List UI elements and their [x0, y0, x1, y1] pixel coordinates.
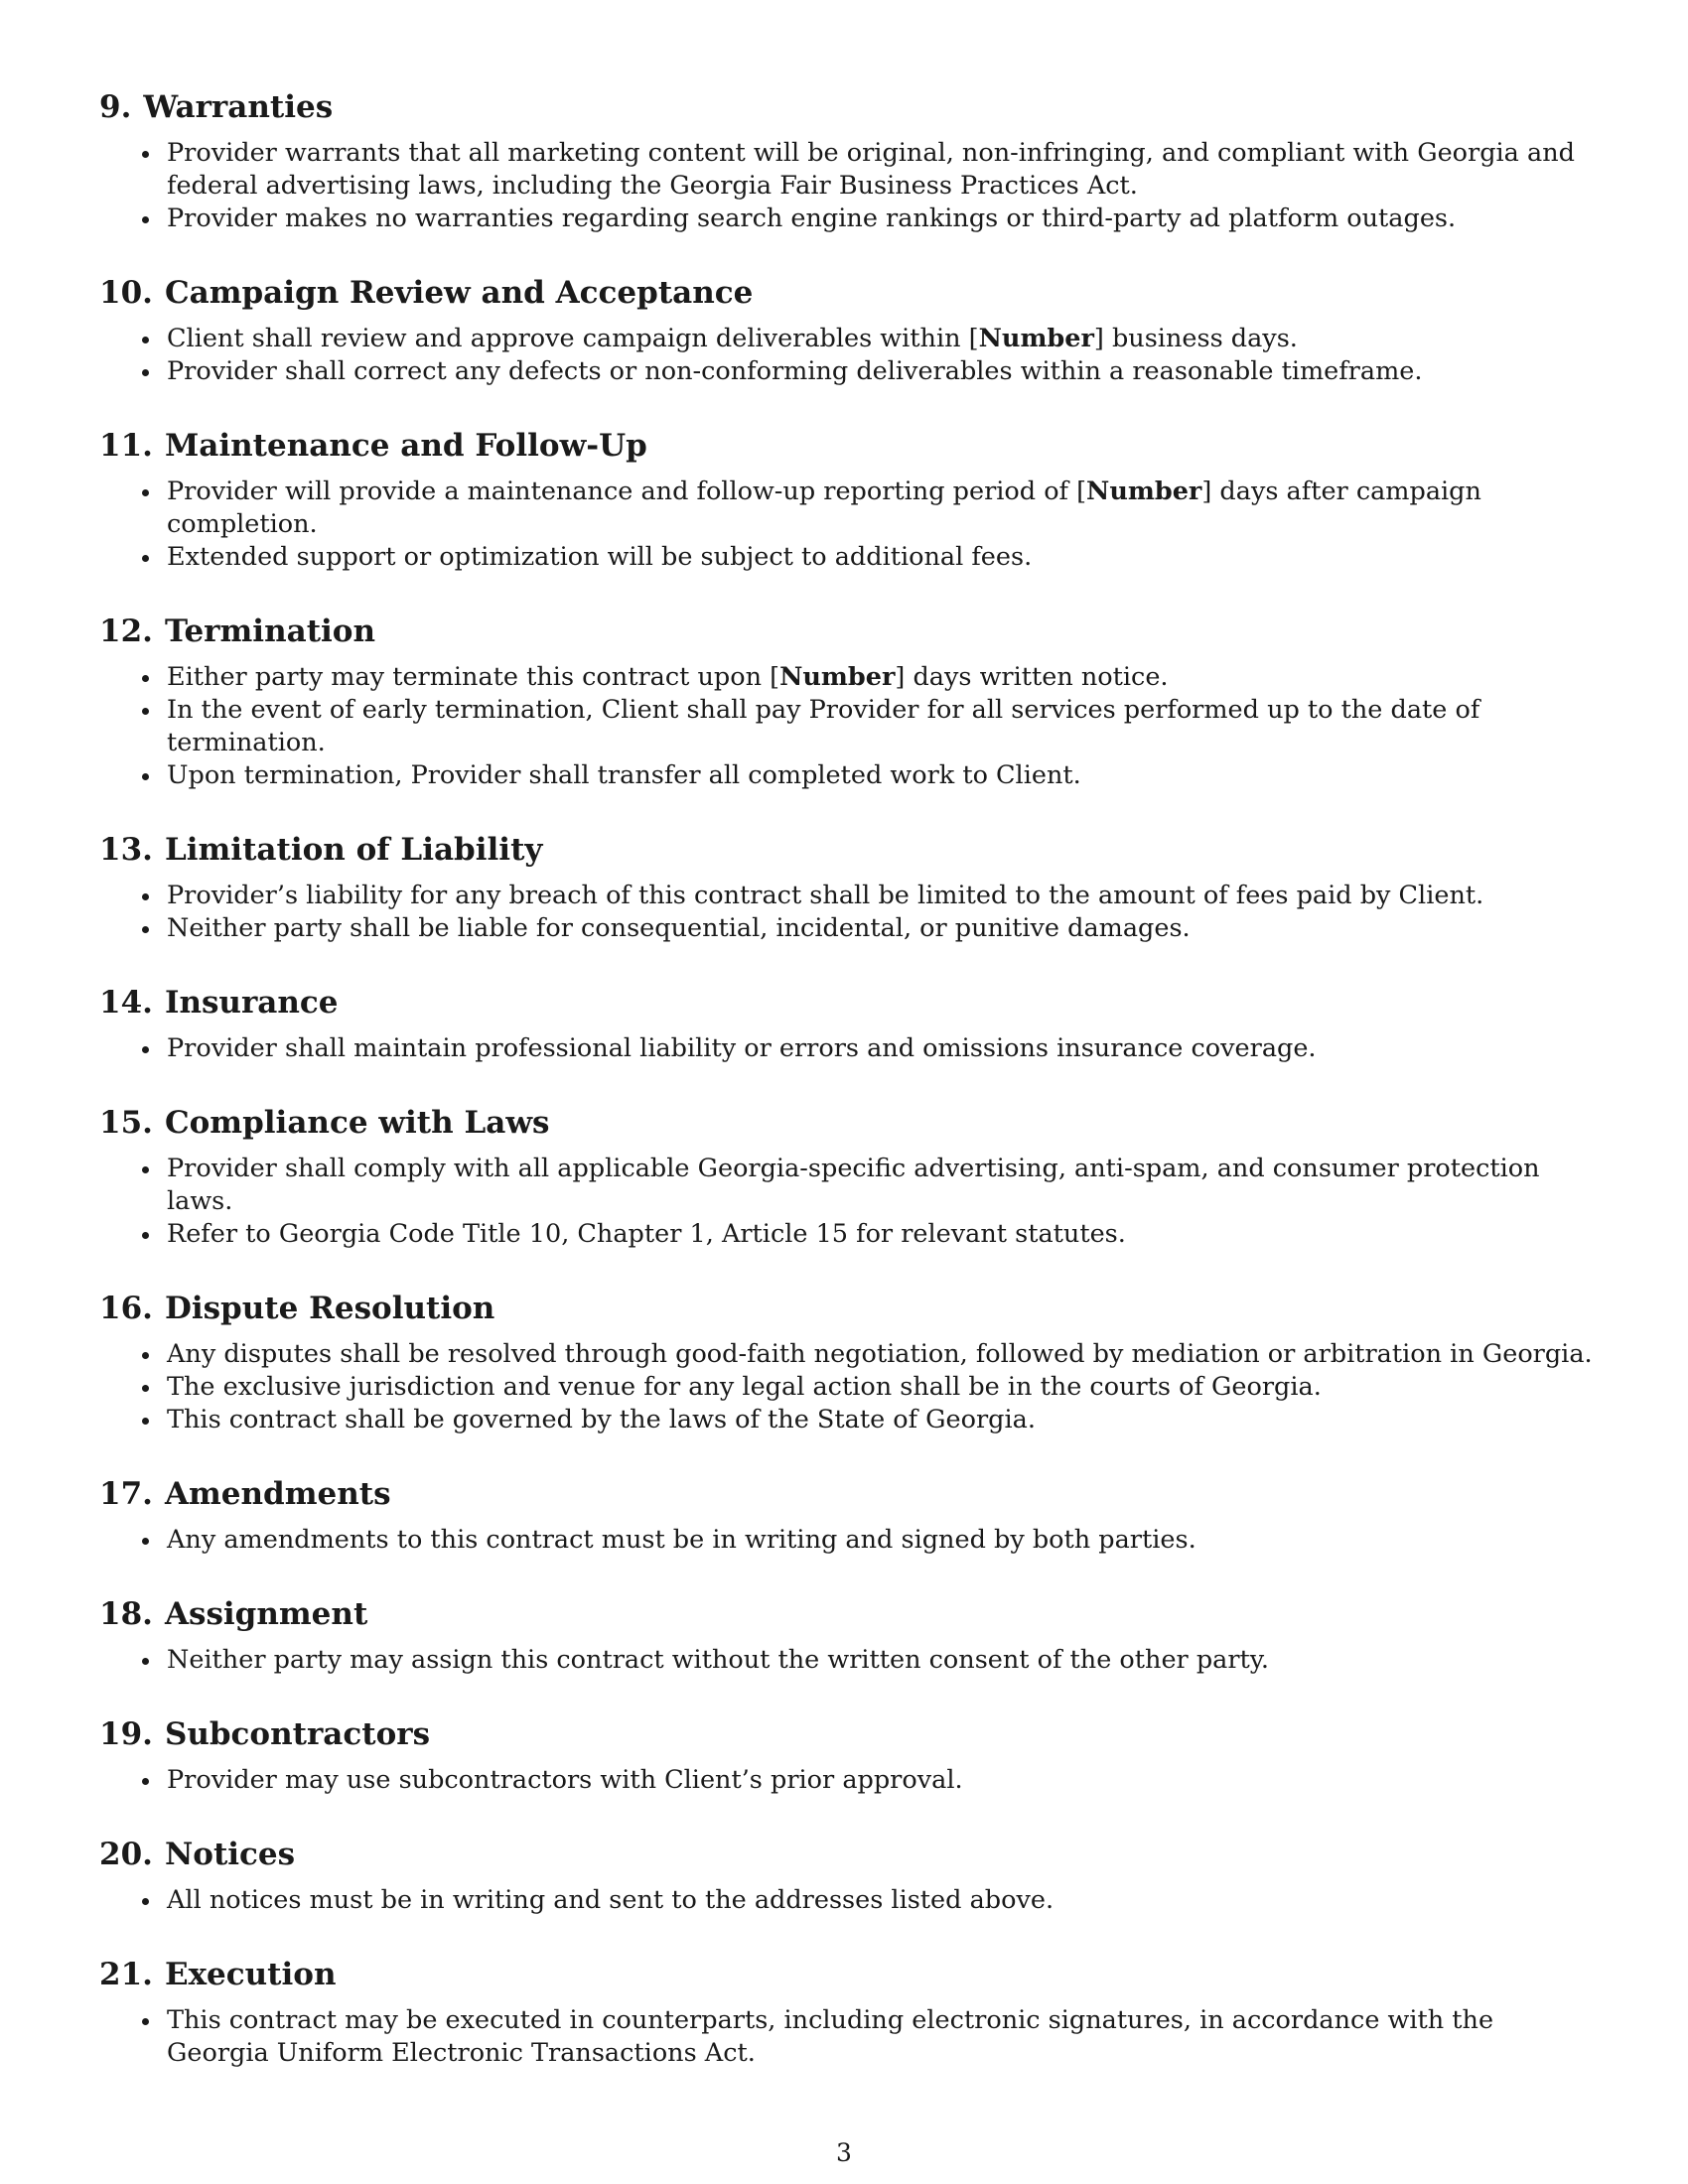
section-title: Campaign Review and Acceptance [164, 275, 754, 311]
section-heading [99, 87, 1599, 127]
list-item [167, 476, 1599, 541]
placeholder-field: Number [779, 662, 896, 692]
bullet-list [99, 1764, 1599, 1797]
list-item: The exclusive jurisdiction and venue for any legal action shall be in the courts of Georgia. [167, 1371, 1599, 1404]
section-17 [99, 1474, 1599, 1557]
list-item: Provider makes no warranties regarding search engine rankings or third-party ad platform outages. [167, 203, 1599, 235]
section-heading [99, 983, 1599, 1023]
section-15 [99, 1103, 1599, 1251]
section-heading [99, 1289, 1599, 1328]
list-item: Refer to Georgia Code Title 10, Chapter 1, Article 15 for relevant statutes. [167, 1218, 1599, 1251]
bullet-list [99, 1884, 1599, 1917]
section-heading [99, 1103, 1599, 1143]
list-item: All notices must be in writing and sent to the addresses listed above. [167, 1884, 1599, 1917]
item-text: Client shall review and approve campaign deliverables within [ [167, 324, 979, 353]
section-18 [99, 1594, 1599, 1677]
section-number: 10. [99, 275, 153, 311]
bullet-list [99, 1644, 1599, 1677]
section-13 [99, 830, 1599, 945]
bullet-list [99, 137, 1599, 235]
list-item: Neither party shall be liable for consequential, incidental, or punitive damages. [167, 912, 1599, 945]
section-number: 21. [99, 1957, 153, 1992]
section-number: 13. [99, 832, 153, 868]
list-item: Any amendments to this contract must be in writing and signed by both parties. [167, 1524, 1599, 1557]
bullet-list [99, 2004, 1599, 2070]
section-title: Subcontractors [164, 1716, 431, 1752]
section-heading [99, 612, 1599, 651]
section-heading [99, 426, 1599, 466]
section-19 [99, 1714, 1599, 1797]
section-title: Limitation of Liability [164, 832, 543, 868]
section-number: 19. [99, 1716, 153, 1752]
page-number: 3 [836, 2138, 852, 2167]
section-heading [99, 1474, 1599, 1514]
list-item: Provider shall comply with all applicable Georgia-specific advertising, anti-spam, and consumer protection laws. [167, 1153, 1599, 1218]
item-text: ] days after campaign completion. [167, 477, 1481, 539]
section-11 [99, 426, 1599, 574]
section-number: 18. [99, 1596, 153, 1632]
list-item: This contract shall be governed by the laws of the State of Georgia. [167, 1404, 1599, 1436]
bullet-list [99, 1524, 1599, 1557]
bullet-list [99, 1032, 1599, 1065]
section-heading [99, 830, 1599, 870]
list-item [167, 661, 1599, 694]
section-number: 20. [99, 1837, 153, 1872]
section-heading [99, 1955, 1599, 1994]
section-heading [99, 273, 1599, 313]
bullet-list [99, 661, 1599, 792]
section-10 [99, 273, 1599, 388]
section-title: Warranties [143, 89, 334, 125]
section-title: Execution [164, 1957, 337, 1992]
section-number: 11. [99, 428, 153, 464]
item-text: ] days written notice. [895, 662, 1169, 692]
list-item: Provider may use subcontractors with Client’s prior approval. [167, 1764, 1599, 1797]
list-item: Provider shall maintain professional liability or errors and omissions insurance coverage. [167, 1032, 1599, 1065]
list-item: In the event of early termination, Client shall pay Provider for all services performed up to the date of termination. [167, 694, 1599, 759]
section-number: 12. [99, 614, 153, 649]
section-number: 16. [99, 1291, 153, 1326]
section-number: 15. [99, 1105, 153, 1141]
section-title: Notices [164, 1837, 296, 1872]
list-item: Neither party may assign this contract without the written consent of the other party. [167, 1644, 1599, 1677]
item-text: ] business days. [1093, 324, 1298, 353]
item-text: Either party may terminate this contract upon [ [167, 662, 780, 692]
section-title: Amendments [164, 1476, 391, 1512]
section-9 [99, 87, 1599, 235]
section-heading [99, 1714, 1599, 1754]
document-page [99, 87, 1599, 2108]
list-item: Upon termination, Provider shall transfer all completed work to Client. [167, 759, 1599, 792]
section-title: Maintenance and Follow-Up [164, 428, 647, 464]
list-item: Extended support or optimization will be subject to additional fees. [167, 541, 1599, 574]
section-12 [99, 612, 1599, 792]
section-title: Dispute Resolution [164, 1291, 495, 1326]
list-item: Provider shall correct any defects or non-conforming deliverables within a reasonable timeframe. [167, 355, 1599, 388]
section-21 [99, 1955, 1599, 2070]
list-item: This contract may be executed in counterparts, including electronic signatures, in accordance with the Georgia Uniform Electronic Transactions Act. [167, 2004, 1599, 2070]
list-item [167, 323, 1599, 355]
list-item: Provider’s liability for any breach of this contract shall be limited to the amount of fees paid by Client. [167, 880, 1599, 912]
bullet-list [99, 1338, 1599, 1436]
bullet-list [99, 880, 1599, 945]
section-title: Assignment [164, 1596, 368, 1632]
section-title: Compliance with Laws [164, 1105, 550, 1141]
section-14 [99, 983, 1599, 1065]
section-20 [99, 1835, 1599, 1917]
section-heading [99, 1594, 1599, 1634]
list-item: Provider warrants that all marketing content will be original, non-infringing, and compliant with Georgia and federal advertising laws, including the Georgia Fair Business Practices Act. [167, 137, 1599, 203]
section-number: 14. [99, 985, 153, 1021]
section-number: 17. [99, 1476, 153, 1512]
section-number: 9. [99, 89, 132, 125]
bullet-list [99, 476, 1599, 574]
bullet-list [99, 1153, 1599, 1251]
section-title: Termination [164, 614, 376, 649]
list-item: Any disputes shall be resolved through good-faith negotiation, followed by mediation or arbitration in Georgia. [167, 1338, 1599, 1371]
item-text: Provider will provide a maintenance and follow-up reporting period of [ [167, 477, 1087, 506]
bullet-list [99, 323, 1599, 388]
section-16 [99, 1289, 1599, 1436]
placeholder-field: Number [1086, 477, 1202, 506]
placeholder-field: Number [978, 324, 1094, 353]
section-heading [99, 1835, 1599, 1874]
section-title: Insurance [164, 985, 339, 1021]
